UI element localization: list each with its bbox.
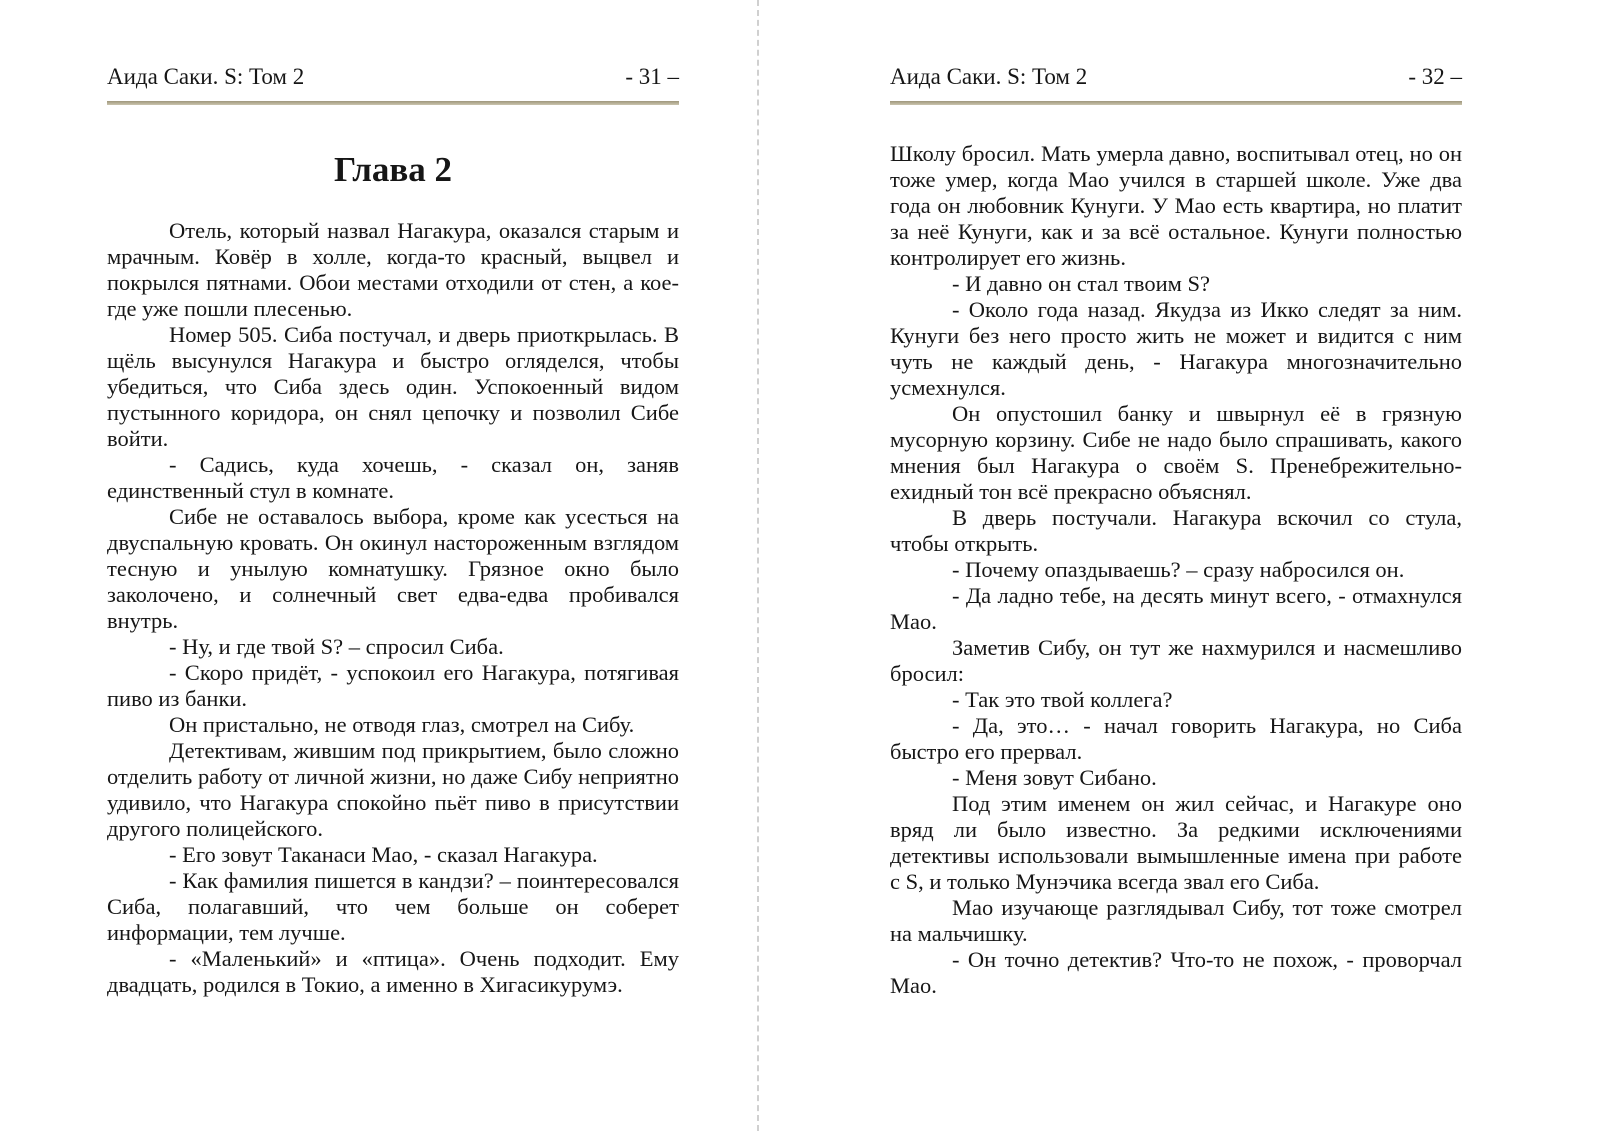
paragraph: Школу бросил. Мать умерла давно, воспитывал отец, но он тоже умер, когда Мао учился в старшей школе. Уже два года он любовник Кунуги. У Мао есть квартира, но платит за неё Кунуги, как и за всё остальное. Кунуги полностью контролирует его жизнь.: [890, 141, 1462, 270]
paragraph: - Ну, и где твой S? – спросил Сиба.: [169, 634, 504, 659]
paragraph: Он опустошил банку и швырнул её в грязную мусорную корзину. Сибе не надо было спрашивать, какого мнения был Нагакура о своём S. Пренебрежительно-ехидный тон всё прекрасно объяснял.: [890, 401, 1462, 504]
paragraph: - Скоро придёт, - успокоил его Нагакура, потягивая пиво из банки.: [107, 660, 679, 711]
paragraph: - Около года назад. Якудза из Икко следят за ним. Кунуги без него просто жить не может и видится с ним чуть не каждый день, - Нагакура многозначительно усмехнулся.: [890, 297, 1462, 400]
paragraph: Сибе не оставалось выбора, кроме как усесться на двуспальную кровать. Он окинул настороженным взглядом тесную и унылую комнатушку. Грязное окно было заколочено, и солнечный свет едва-едва пробивался внутрь.: [107, 504, 679, 633]
page-right: [890, 0, 1462, 999]
chapter-title: Глава 2: [333, 150, 453, 189]
page-left: [107, 0, 679, 998]
paragraph: - «Маленький» и «птица». Очень подходит. Ему двадцать, родился в Токио, а именно в Хигасикурумэ.: [107, 946, 679, 997]
paragraph: - Почему опаздываешь? – сразу набросился он.: [952, 557, 1405, 582]
running-title: Аида Саки. S: Том 2: [107, 64, 305, 89]
paragraph: - И давно он стал твоим S?: [952, 271, 1210, 296]
paragraph: - Да ладно тебе, на десять минут всего, - отмахнулся Мао.: [890, 583, 1462, 634]
running-header-left: [107, 0, 679, 90]
paragraph: - Он точно детектив? Что-то не похож, - проворчал Мао.: [890, 947, 1462, 998]
page-body-left: [107, 218, 679, 998]
page-body-right: [890, 141, 1462, 999]
paragraph: Отель, который назвал Нагакура, оказался старым и мрачным. Ковёр в холле, когда-то красный, выцвел и покрылся пятнами. Обои местами отходили от стен, а кое-где уже пошли плесенью.: [107, 218, 679, 321]
running-header-right: [890, 0, 1462, 90]
paragraph: Он пристально, не отводя глаз, смотрел на Сибу.: [169, 712, 635, 737]
running-title: Аида Саки. S: Том 2: [890, 64, 1088, 89]
paragraph: - Так это твой коллега?: [952, 687, 1173, 712]
paragraph: - Меня зовут Сибано.: [952, 765, 1157, 790]
header-rule: [107, 101, 679, 105]
paragraph: Мао изучающе разглядывал Сибу, тот тоже смотрел на мальчишку.: [890, 895, 1462, 946]
page-number: - 31 –: [625, 64, 679, 89]
header-rule: [890, 101, 1462, 105]
page-divider: [757, 0, 759, 1131]
paragraph: - Садись, куда хочешь, - сказал он, заняв единственный стул в комнате.: [107, 452, 679, 503]
paragraph: Детективам, жившим под прикрытием, было сложно отделить работу от личной жизни, но даже Сибу неприятно удивило, что Нагакура спокойно пьёт пиво в присутствии другого полицейского.: [107, 738, 679, 841]
paragraph: Под этим именем он жил сейчас, и Нагакуре оно вряд ли было известно. За редкими исключениями детективы использовали вымышленные имена при работе с S, и только Мунэчика всегда звал его Сиба.: [890, 791, 1462, 894]
paragraph: В дверь постучали. Нагакура вскочил со стула, чтобы открыть.: [890, 505, 1462, 556]
paragraph: Заметив Сибу, он тут же нахмурился и насмешливо бросил:: [890, 635, 1462, 686]
paragraph: Номер 505. Сиба постучал, и дверь приоткрылась. В щёль высунулся Нагакура и быстро огляделся, чтобы убедиться, что Сиба здесь один. Успокоенный видом пустынного коридора, он снял цепочку и позволил Сибе войти.: [107, 322, 679, 451]
paragraph: - Да, это… - начал говорить Нагакура, но Сиба быстро его прервал.: [890, 713, 1462, 764]
page-number: - 32 –: [1408, 64, 1462, 89]
paragraph: - Его зовут Таканаси Мао, - сказал Нагакура.: [169, 842, 598, 867]
paragraph: - Как фамилия пишется в кандзи? – поинтересовался Сиба, полагавший, что чем больше он соберет информации, тем лучше.: [107, 868, 679, 945]
